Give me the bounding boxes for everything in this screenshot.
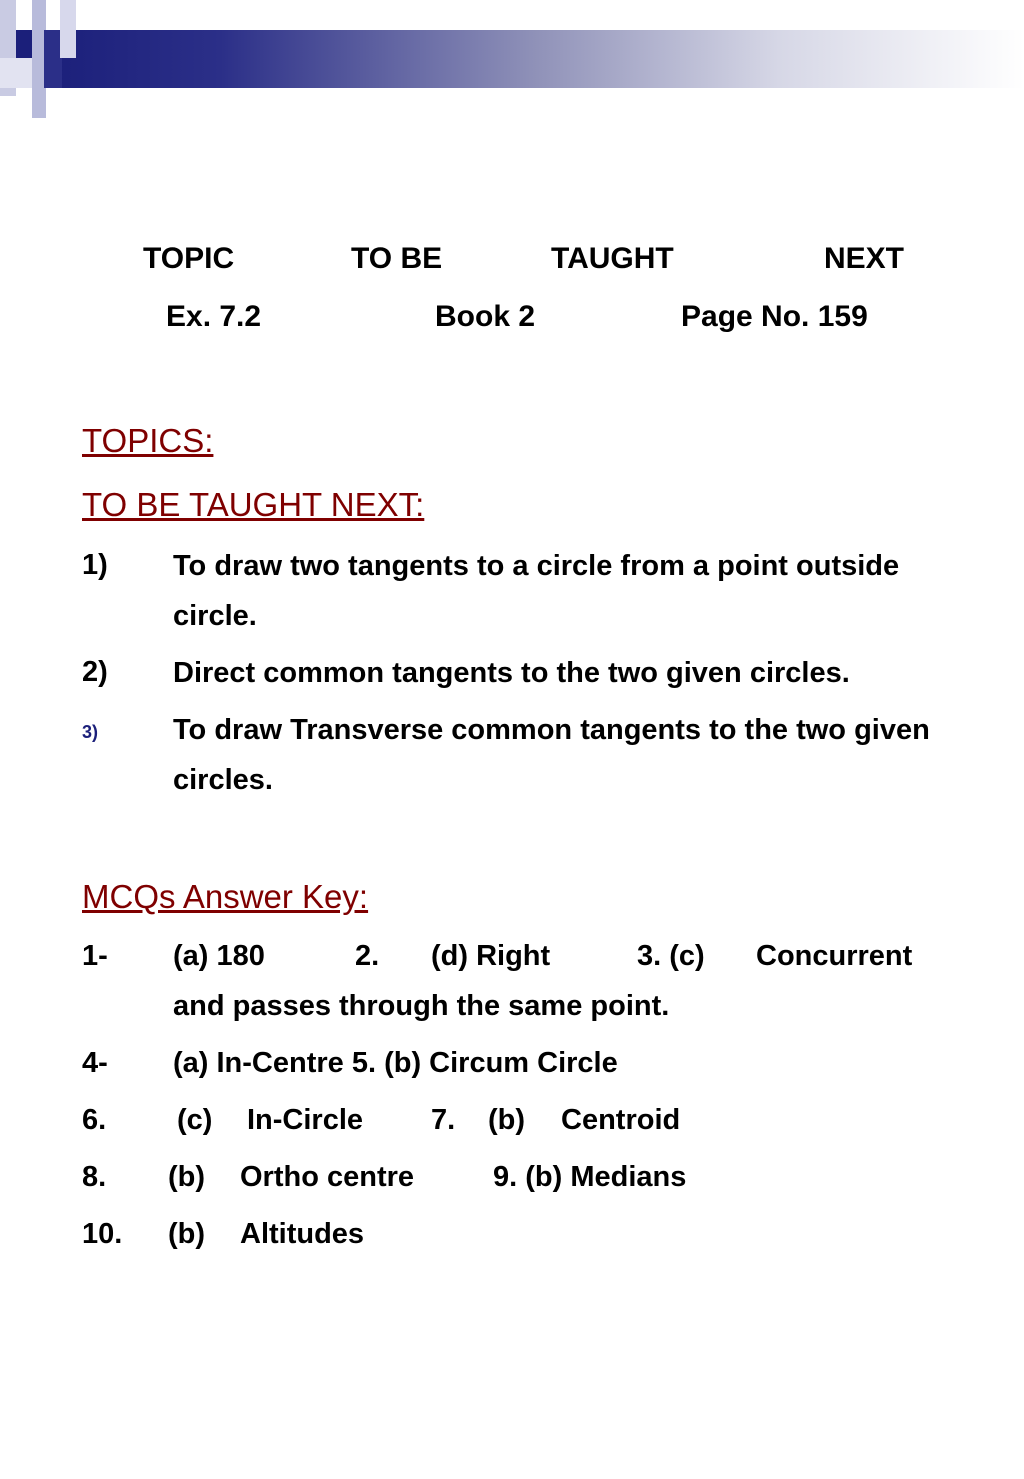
topic-text: To draw two tangents to a circle from a point outside circle. xyxy=(173,550,900,632)
topic-text: To draw Transverse common tangents to the two given circles. xyxy=(173,714,930,796)
mcq-answer: Centroid xyxy=(561,1104,681,1136)
mcq-answer: (a) 180 xyxy=(173,940,265,972)
mcq-answer: (b) xyxy=(488,1104,526,1136)
header-taught: TAUGHT xyxy=(551,242,674,275)
ref-book: Book 2 xyxy=(435,300,536,333)
mcq-number: 8. xyxy=(82,1161,107,1193)
mcq-answer: Concurrent xyxy=(756,940,913,972)
header-to-be: TO BE xyxy=(351,242,443,275)
mcq-answer-continued: and passes through the same point. xyxy=(173,990,670,1022)
mcq-answer: Altitudes xyxy=(240,1218,365,1250)
header-topic: TOPIC xyxy=(143,242,235,275)
mcq-answer: (d) Right xyxy=(431,940,551,972)
topic-number: 1) xyxy=(82,549,108,581)
mcq-number: 7. xyxy=(431,1104,456,1136)
header-next: NEXT xyxy=(824,242,905,275)
topic-number: 3) xyxy=(82,722,99,742)
mcq-answer: In-Circle xyxy=(247,1104,364,1136)
mcq-number: 10. xyxy=(82,1218,123,1250)
topics-heading: TOPICS: xyxy=(82,422,214,459)
ref-exercise: Ex. 7.2 xyxy=(166,300,262,333)
topic-text: Direct common tangents to the two given circles. xyxy=(173,657,850,689)
mcq-number: 6. xyxy=(82,1104,107,1136)
mcq-answer: (b) xyxy=(168,1218,206,1250)
mcq-answer: (c) xyxy=(177,1104,213,1136)
topic-number: 2) xyxy=(82,656,108,688)
mcq-heading: MCQs Answer Key: xyxy=(82,878,369,915)
next-heading: TO BE TAUGHT NEXT: xyxy=(82,486,425,523)
ref-page: Page No. 159 xyxy=(681,300,868,333)
mcq-answer: Ortho centre xyxy=(240,1161,415,1193)
mcq-answer: (b) xyxy=(168,1161,206,1193)
mcq-number: 4- xyxy=(82,1047,108,1079)
mcq-answer: 3. (c) xyxy=(637,940,705,972)
mcq-answer: 9. (b) Medians xyxy=(493,1161,687,1193)
header-square xyxy=(60,0,76,58)
header-gradient-bar xyxy=(44,30,1024,88)
header-square xyxy=(16,30,32,58)
mcq-number: 1- xyxy=(82,940,108,972)
mcq-number: 2. xyxy=(355,940,380,972)
mcq-answer: (a) In-Centre 5. (b) Circum Circle xyxy=(173,1047,618,1079)
header-square xyxy=(0,58,32,88)
